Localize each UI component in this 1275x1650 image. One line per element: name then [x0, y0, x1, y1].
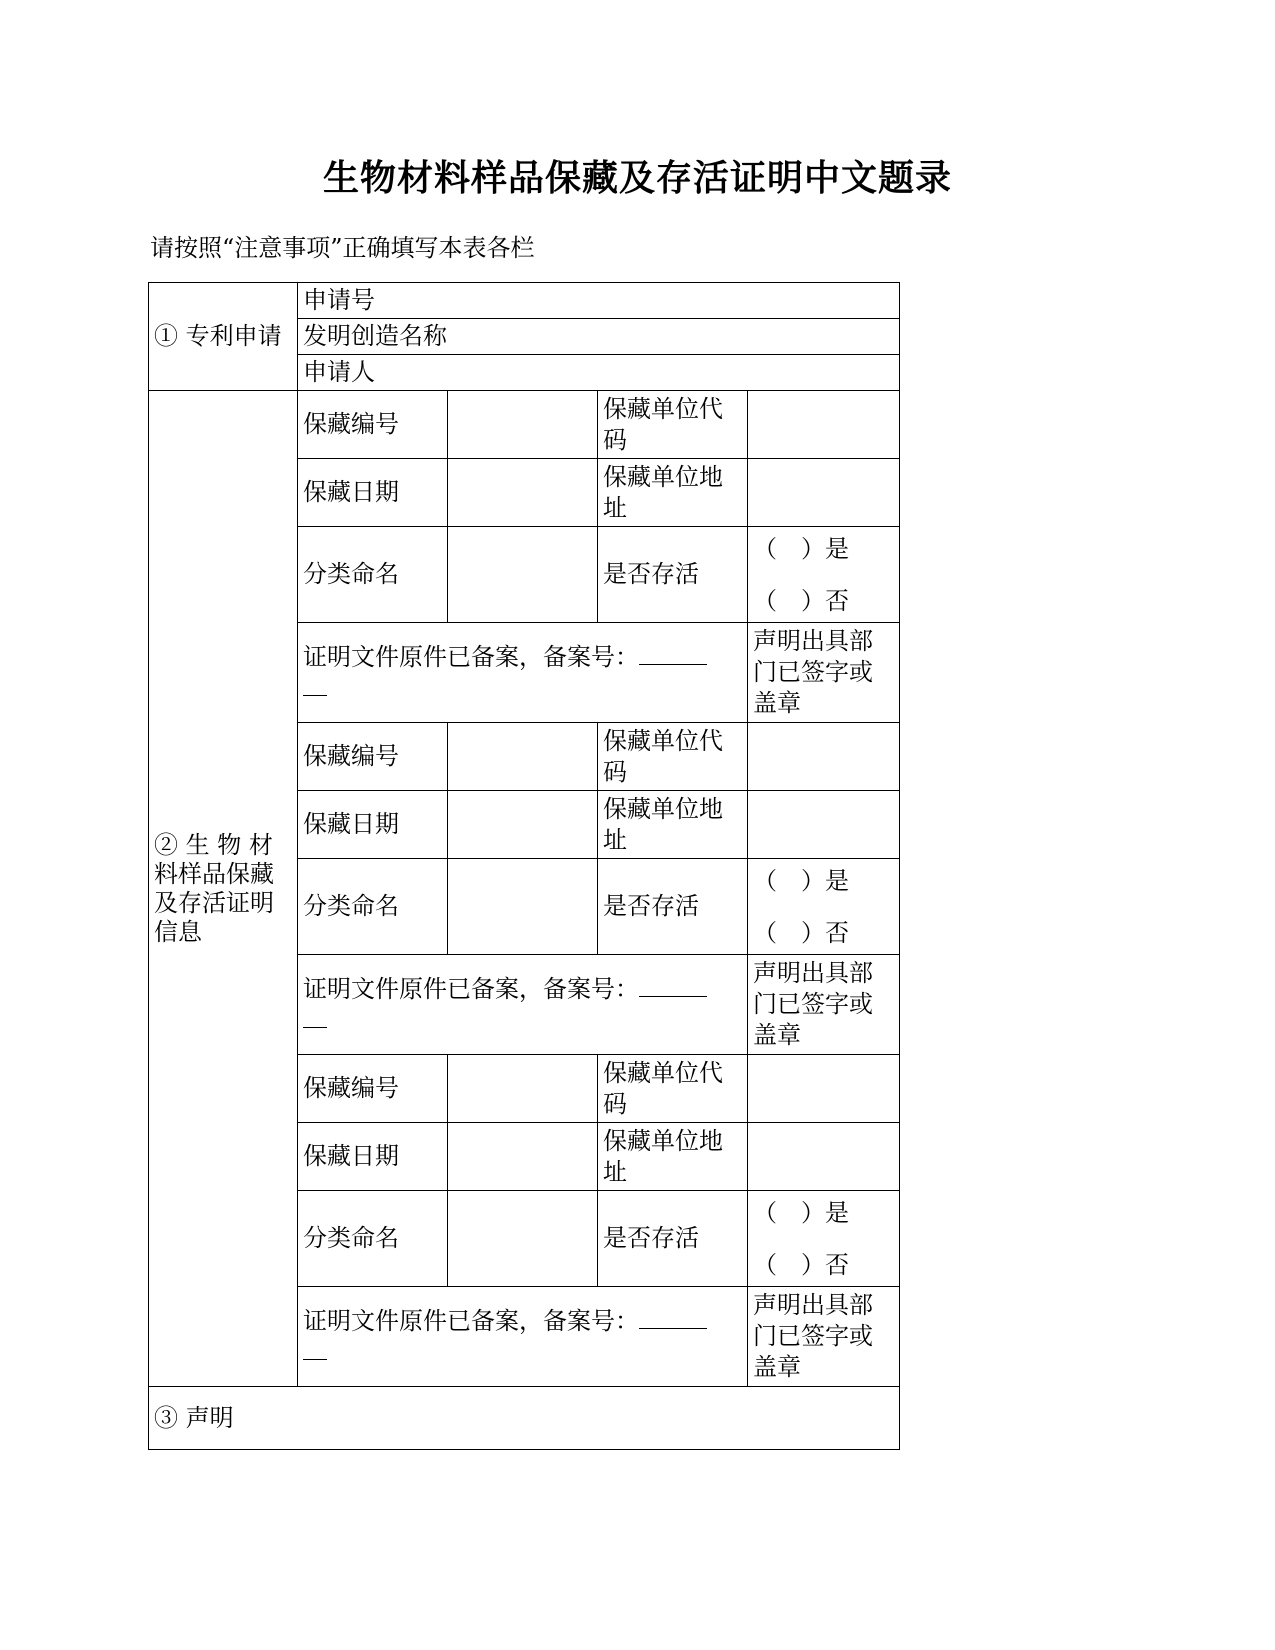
unit-address-input[interactable] — [748, 791, 900, 859]
unit-address-input[interactable] — [748, 1123, 900, 1191]
biomaterial-label-line: ② 生 物 材 — [154, 830, 273, 859]
viable-no-option[interactable]: （ ）否 — [753, 586, 849, 615]
classification-label: 分类命名 — [298, 859, 448, 955]
deposit-number-input[interactable] — [448, 723, 598, 791]
viable-choice — [748, 1191, 900, 1287]
deposit-date-input[interactable] — [448, 791, 598, 859]
declaration-field[interactable]: ③ 声明 — [149, 1387, 900, 1450]
filing-number-blank-cont — [303, 675, 327, 696]
classification-label: 分类命名 — [298, 1191, 448, 1287]
applicant-field[interactable]: 申请人 — [298, 355, 900, 391]
filed-statement — [298, 955, 748, 1055]
filing-number-blank[interactable] — [639, 644, 707, 665]
filed-statement-text: 证明文件原件已备案，备案号： — [303, 642, 639, 671]
viable-label: 是否存活 — [598, 859, 748, 955]
biomaterial-section-label — [149, 391, 298, 1387]
unit-code-input[interactable] — [748, 1055, 900, 1123]
unit-code-input[interactable] — [748, 391, 900, 459]
classification-label: 分类命名 — [298, 527, 448, 623]
unit-code-label: 保藏单位代码 — [598, 391, 748, 459]
invention-title-field[interactable]: 发明创造名称 — [298, 319, 900, 355]
viable-label: 是否存活 — [598, 527, 748, 623]
unit-address-input[interactable] — [748, 459, 900, 527]
classification-input[interactable] — [448, 527, 598, 623]
deposit-number-label: 保藏编号 — [298, 391, 448, 459]
deposit-date-input[interactable] — [448, 459, 598, 527]
patent-application-label: ① 专利申请 — [149, 283, 298, 391]
deposit-number-label: 保藏编号 — [298, 1055, 448, 1123]
filed-statement-text: 证明文件原件已备案，备案号： — [303, 1306, 639, 1335]
form-table — [148, 282, 900, 1450]
unit-address-label: 保藏单位地址 — [598, 459, 748, 527]
viable-yes-option[interactable]: （ ）是 — [753, 866, 849, 895]
filed-statement-text: 证明文件原件已备案，备案号： — [303, 974, 639, 1003]
filing-number-blank-cont — [303, 1007, 327, 1028]
application-number-field[interactable]: 申请号 — [298, 283, 900, 319]
unit-address-label: 保藏单位地址 — [598, 791, 748, 859]
unit-code-label: 保藏单位代码 — [598, 1055, 748, 1123]
deposit-number-input[interactable] — [448, 391, 598, 459]
deposit-date-label: 保藏日期 — [298, 791, 448, 859]
page-title: 生物材料样品保藏及存活证明中文题录 — [322, 158, 952, 199]
instruction-text: 请按照“注意事项”正确填写本表各栏 — [150, 234, 535, 262]
viable-yes-option[interactable]: （ ）是 — [753, 534, 849, 563]
signed-statement: 声明出具部门已签字或盖章 — [748, 955, 900, 1055]
viable-no-option[interactable]: （ ）否 — [753, 918, 849, 947]
biomaterial-label-line: 及存活证明 — [154, 888, 274, 917]
signed-statement: 声明出具部门已签字或盖章 — [748, 1287, 900, 1387]
classification-input[interactable] — [448, 1191, 598, 1287]
classification-input[interactable] — [448, 859, 598, 955]
unit-code-input[interactable] — [748, 723, 900, 791]
viable-label: 是否存活 — [598, 1191, 748, 1287]
filing-number-blank-cont — [303, 1339, 327, 1360]
biomaterial-label-line: 料样品保藏 — [154, 859, 274, 888]
filed-statement — [298, 1287, 748, 1387]
biomaterial-label-line: 信息 — [154, 917, 202, 946]
filing-number-blank[interactable] — [639, 1308, 707, 1329]
filed-statement — [298, 623, 748, 723]
deposit-number-input[interactable] — [448, 1055, 598, 1123]
viable-yes-option[interactable]: （ ）是 — [753, 1198, 849, 1227]
deposit-number-label: 保藏编号 — [298, 723, 448, 791]
filing-number-blank[interactable] — [639, 976, 707, 997]
unit-address-label: 保藏单位地址 — [598, 1123, 748, 1191]
deposit-date-input[interactable] — [448, 1123, 598, 1191]
deposit-date-label: 保藏日期 — [298, 1123, 448, 1191]
viable-choice — [748, 859, 900, 955]
unit-code-label: 保藏单位代码 — [598, 723, 748, 791]
viable-no-option[interactable]: （ ）否 — [753, 1250, 849, 1279]
signed-statement: 声明出具部门已签字或盖章 — [748, 623, 900, 723]
deposit-date-label: 保藏日期 — [298, 459, 448, 527]
viable-choice — [748, 527, 900, 623]
